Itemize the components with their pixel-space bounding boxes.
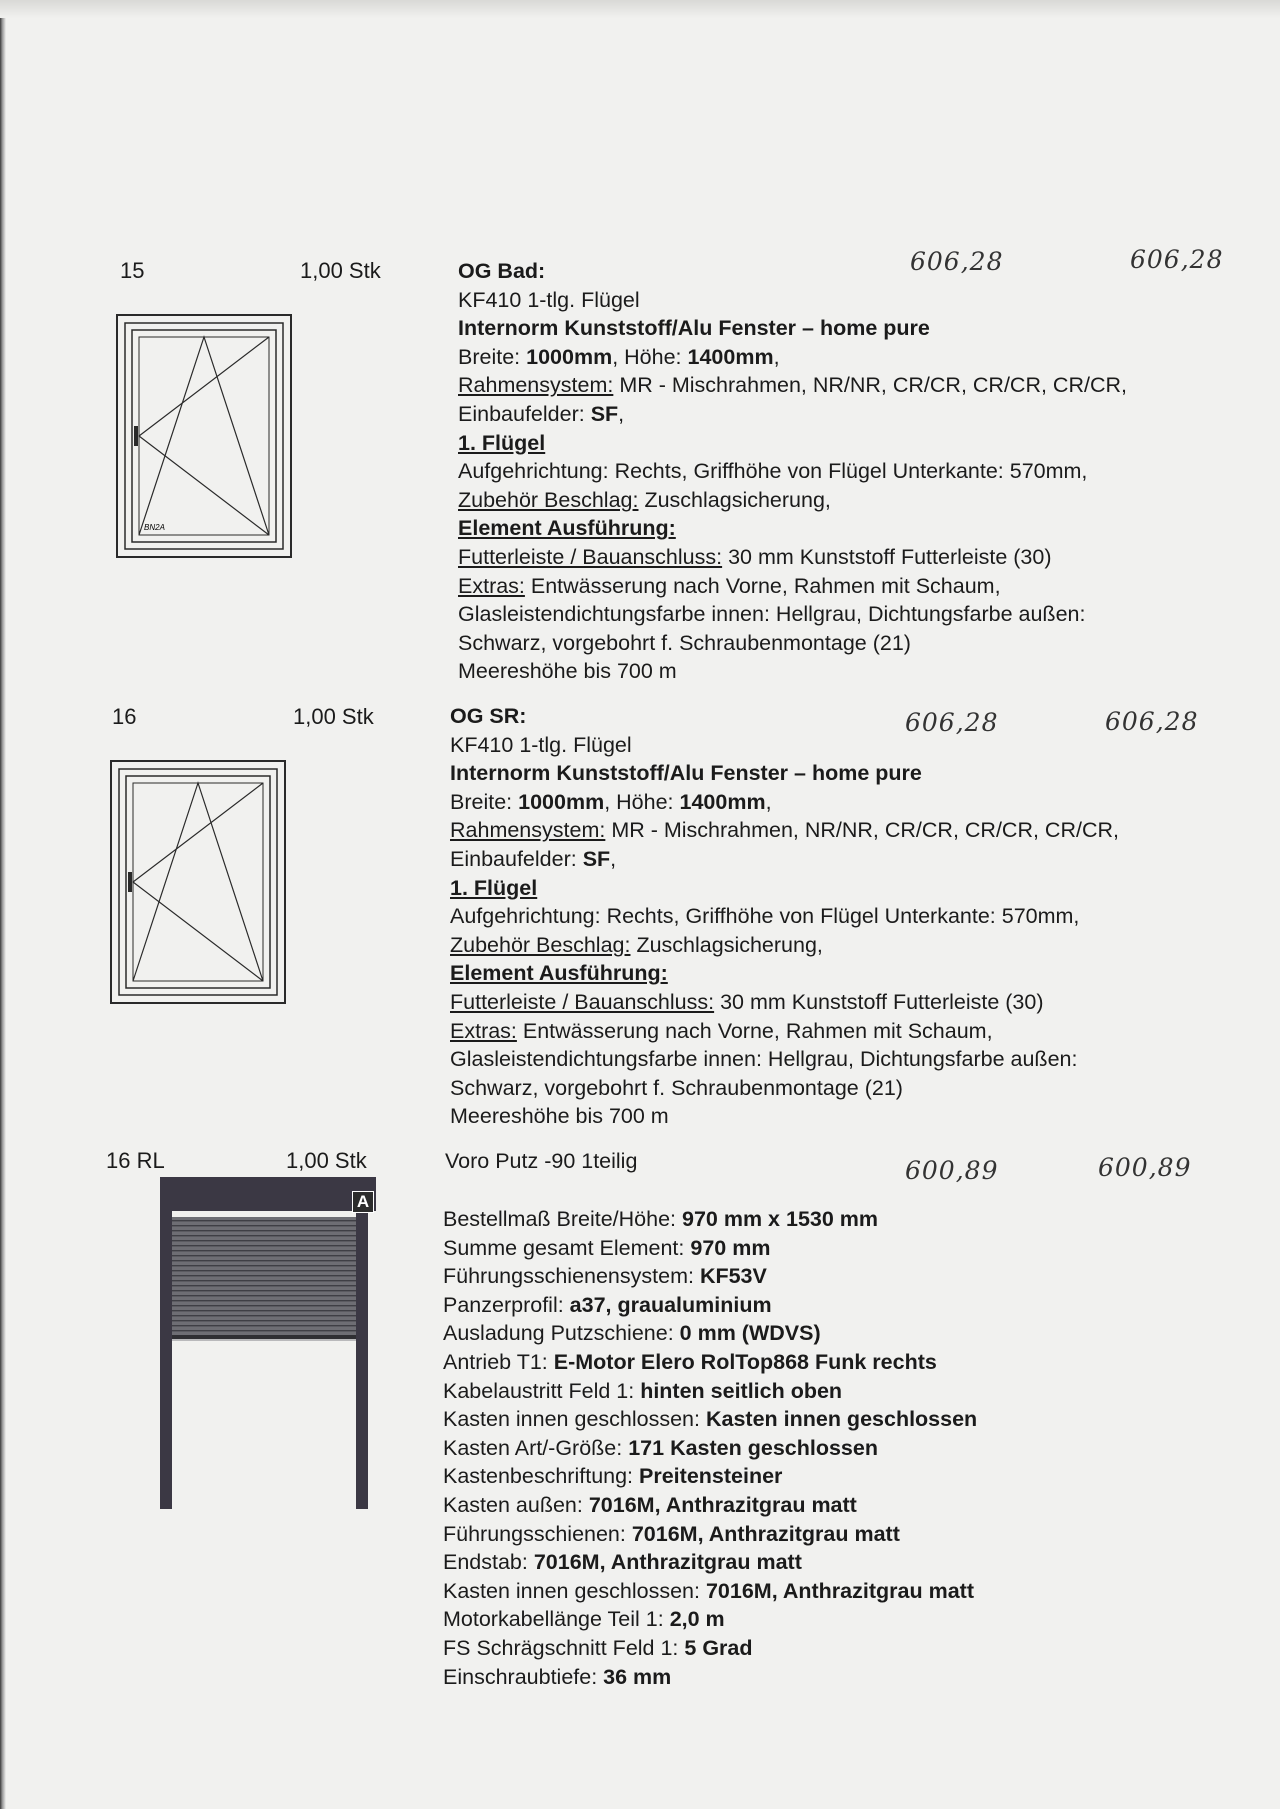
- handwritten-unit-price: 606,28: [905, 708, 999, 737]
- position-number: 16 RL: [106, 1148, 165, 1173]
- description-line: [458, 657, 1127, 686]
- text-segment: Zubehör Beschlag:: [450, 932, 631, 957]
- text-segment: SF: [582, 846, 611, 871]
- text-segment: 970 mm x 1530 mm: [682, 1207, 879, 1231]
- text-segment: 171 Kasten geschlossen: [628, 1435, 878, 1460]
- item-title: Voro Putz -90 1teilig: [445, 1149, 638, 1173]
- text-segment: Internorm Kunststoff/Alu Fenster – home pure: [450, 761, 922, 786]
- quantity: 1,00 Stk: [300, 258, 381, 283]
- text-segment: 36 mm: [603, 1664, 672, 1689]
- description-line: [450, 1074, 1119, 1103]
- description-line: [458, 400, 1127, 429]
- text-segment: 30 mm Kunststoff Futterleiste (30): [714, 989, 1044, 1014]
- text-segment: 5 Grad: [684, 1635, 753, 1660]
- item-description: [450, 702, 1119, 1131]
- text-segment: Schwarz, vorgebohrt f. Schraubenmontage (21): [450, 1075, 903, 1100]
- description-line: [450, 988, 1119, 1017]
- text-segment: FS Schrägschnitt Feld 1:: [443, 1635, 685, 1660]
- text-segment: KF53V: [699, 1264, 767, 1289]
- description-line: [458, 314, 1127, 343]
- description-line: [443, 1234, 977, 1263]
- window-drawing: [110, 760, 286, 1004]
- description-line: [458, 514, 1127, 543]
- handwritten-unit-price: 606,28: [910, 247, 1004, 276]
- scan-edge: [0, 0, 6, 1809]
- text-segment: MR - Mischrahmen, NR/NR, CR/CR, CR/CR, CR/CR,: [605, 818, 1119, 843]
- text-segment: 1400mm: [679, 789, 766, 814]
- text-segment: Rahmensystem:: [450, 818, 606, 843]
- text-segment: OG SR:: [450, 704, 527, 728]
- description-line: [443, 1348, 977, 1377]
- description-line: [443, 1205, 977, 1234]
- description-line: [443, 1377, 977, 1406]
- text-segment: Element Ausführung:: [450, 961, 668, 986]
- text-segment: KF410 1-tlg. Flügel: [458, 287, 640, 312]
- description-line: [443, 1291, 977, 1320]
- text-segment: Kasten Art/-Größe:: [443, 1435, 629, 1460]
- text-segment: Futterleiste / Bauanschluss:: [450, 989, 715, 1014]
- description-line: [450, 702, 1119, 731]
- description-line: [443, 1405, 977, 1434]
- scan-top-shadow: [0, 0, 1280, 18]
- text-segment: 0 mm (WDVS): [679, 1321, 821, 1346]
- description-line: [443, 1605, 977, 1634]
- description-line: [443, 1491, 977, 1520]
- description-line: [443, 1577, 977, 1606]
- description-line: [443, 1434, 977, 1463]
- item-description: [458, 257, 1127, 686]
- text-segment: Einschraubtiefe:: [443, 1664, 604, 1689]
- text-segment: Führungsschienen:: [443, 1521, 632, 1546]
- text-segment: , Höhe:: [604, 789, 680, 814]
- text-segment: 1. Flügel: [458, 430, 546, 455]
- text-segment: Einbaufelder:: [450, 846, 583, 871]
- roller-shutter-drawing: [160, 1177, 376, 1509]
- description-line: [458, 457, 1127, 486]
- description-line: [458, 286, 1127, 315]
- text-segment: Einbaufelder:: [458, 401, 591, 426]
- text-segment: Endstab:: [443, 1550, 534, 1575]
- description-line: [443, 1520, 977, 1549]
- description-line: [450, 788, 1119, 817]
- description-line: [450, 1102, 1119, 1131]
- text-segment: Breite:: [458, 344, 527, 369]
- text-segment: Futterleiste / Bauanschluss:: [458, 544, 723, 569]
- text-segment: Aufgehrichtung: Rechts, Griffhöhe von Flügel Unterkante: 570mm,: [450, 904, 1080, 929]
- position-number: 15: [120, 258, 145, 283]
- description-line: [458, 629, 1127, 658]
- text-segment: 7016M, Anthrazitgrau matt: [631, 1521, 900, 1546]
- quantity: 1,00 Stk: [293, 704, 374, 729]
- text-segment: a37, graualuminium: [569, 1292, 772, 1317]
- description-line: [458, 257, 1127, 286]
- text-segment: Meereshöhe bis 700 m: [458, 659, 677, 684]
- text-segment: Internorm Kunststoff/Alu Fenster – home pure: [458, 316, 930, 341]
- window-drawing: [116, 314, 292, 558]
- text-segment: 7016M, Anthrazitgrau matt: [588, 1492, 857, 1517]
- text-segment: 1000mm: [526, 344, 613, 369]
- text-segment: Kasten innen geschlossen: [705, 1407, 978, 1432]
- text-segment: 2,0 m: [669, 1607, 725, 1632]
- text-segment: ,: [765, 789, 772, 814]
- text-segment: Extras:: [458, 573, 525, 598]
- text-segment: E-Motor Elero RolTop868 Funk rechts: [553, 1349, 937, 1374]
- handwritten-total-price: 606,28: [1130, 245, 1224, 274]
- text-segment: 970 mm: [690, 1235, 771, 1260]
- text-segment: 1000mm: [518, 789, 605, 814]
- handwritten-total-price: 606,28: [1105, 707, 1199, 736]
- description-line: [458, 371, 1127, 400]
- text-segment: Zuschlagsicherung,: [638, 487, 831, 512]
- description-line: [450, 959, 1119, 988]
- text-segment: Preitensteiner: [639, 1464, 783, 1489]
- text-segment: Glasleistendichtungsfarbe innen: Hellgrau, Dichtungsfarbe außen:: [450, 1047, 1078, 1072]
- text-segment: Entwässerung nach Vorne, Rahmen mit Schaum,: [516, 1018, 993, 1043]
- text-segment: Antrieb T1:: [443, 1349, 554, 1374]
- description-line: [450, 874, 1119, 903]
- text-segment: ,: [773, 344, 780, 369]
- description-line: [458, 600, 1127, 629]
- text-segment: 30 mm Kunststoff Futterleiste (30): [722, 544, 1052, 569]
- description-line: [443, 1462, 977, 1491]
- description-line: [458, 572, 1127, 601]
- text-segment: 7016M, Anthrazitgrau matt: [533, 1550, 802, 1575]
- text-segment: Kasten innen geschlossen:: [443, 1407, 706, 1432]
- text-segment: Element Ausführung:: [458, 516, 676, 541]
- handwritten-total-price: 600,89: [1098, 1153, 1192, 1182]
- text-segment: hinten seitlich oben: [640, 1378, 843, 1403]
- text-segment: 1. Flügel: [450, 875, 538, 900]
- description-line: [443, 1548, 977, 1577]
- handwritten-unit-price: 600,89: [905, 1156, 999, 1185]
- text-segment: Ausladung Putzschiene:: [443, 1321, 680, 1346]
- quantity: 1,00 Stk: [286, 1148, 367, 1173]
- text-segment: 1400mm: [687, 344, 774, 369]
- text-segment: Zuschlagsicherung,: [630, 932, 823, 957]
- text-segment: Rahmensystem:: [458, 373, 614, 398]
- text-segment: Motorkabellänge Teil 1:: [443, 1607, 670, 1632]
- text-segment: Schwarz, vorgebohrt f. Schraubenmontage (21): [458, 630, 911, 655]
- description-line: [458, 543, 1127, 572]
- description-line: [443, 1663, 977, 1692]
- text-segment: Kabelaustritt Feld 1:: [443, 1378, 641, 1403]
- text-segment: Meereshöhe bis 700 m: [450, 1104, 669, 1129]
- text-segment: Zubehör Beschlag:: [458, 487, 639, 512]
- text-segment: SF: [590, 401, 619, 426]
- text-segment: ,: [610, 846, 617, 871]
- text-segment: MR - Mischrahmen, NR/NR, CR/CR, CR/CR, CR/CR,: [613, 373, 1127, 398]
- description-line: [450, 759, 1119, 788]
- description-line: [450, 1017, 1119, 1046]
- text-segment: ,: [618, 401, 625, 426]
- description-line: [443, 1262, 977, 1291]
- window-tag: BN2A: [144, 523, 165, 532]
- text-segment: Führungsschienensystem:: [443, 1264, 700, 1289]
- text-segment: Bestellmaß Breite/Höhe:: [443, 1207, 682, 1231]
- text-segment: KF410 1-tlg. Flügel: [450, 732, 632, 757]
- text-segment: Kasten außen:: [443, 1492, 589, 1517]
- description-line: [458, 343, 1127, 372]
- text-segment: Extras:: [450, 1018, 517, 1043]
- text-segment: 7016M, Anthrazitgrau matt: [705, 1578, 974, 1603]
- text-segment: Glasleistendichtungsfarbe innen: Hellgrau, Dichtungsfarbe außen:: [458, 602, 1086, 627]
- item-description: [443, 1205, 977, 1691]
- description-line: [450, 931, 1119, 960]
- text-segment: Kastenbeschriftung:: [443, 1464, 640, 1489]
- description-line: [450, 816, 1119, 845]
- description-line: [450, 1045, 1119, 1074]
- description-line: [458, 429, 1127, 458]
- text-segment: Aufgehrichtung: Rechts, Griffhöhe von Flügel Unterkante: 570mm,: [458, 459, 1088, 484]
- description-line: [458, 486, 1127, 515]
- text-segment: Summe gesamt Element:: [443, 1235, 691, 1260]
- text-segment: Kasten innen geschlossen:: [443, 1578, 706, 1603]
- text-segment: Panzerprofil:: [443, 1292, 570, 1317]
- shutter-tag: A: [352, 1191, 374, 1213]
- description-line: [443, 1634, 977, 1663]
- position-number: 16: [112, 704, 137, 729]
- description-line: [450, 731, 1119, 760]
- text-segment: OG Bad:: [458, 259, 546, 283]
- description-line: [450, 845, 1119, 874]
- text-segment: Breite:: [450, 789, 519, 814]
- text-segment: Entwässerung nach Vorne, Rahmen mit Schaum,: [524, 573, 1001, 598]
- text-segment: , Höhe:: [612, 344, 688, 369]
- description-line: [443, 1319, 977, 1348]
- description-line: [450, 902, 1119, 931]
